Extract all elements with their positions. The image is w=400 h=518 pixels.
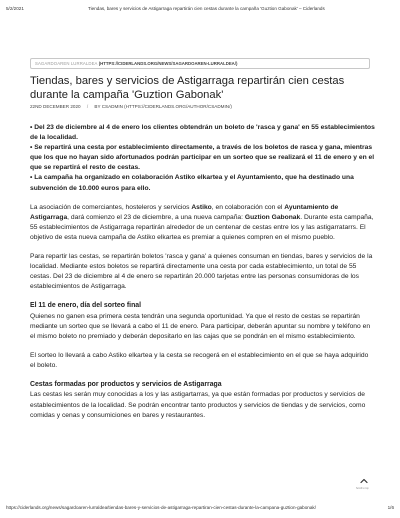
lead-bullet: • La campaña ha organizado en colaboración Astiko elkartea y el Ayuntamiento, que ha destinado una subvención de 10.000 euros para ello. bbox=[30, 174, 354, 192]
page-count: 1/6 bbox=[387, 505, 394, 510]
scroll-to-top-label: Scroll to top bbox=[356, 487, 369, 490]
paragraph: Las cestas les serán muy conocidas a los y las astigartarras, ya que están formadas por productos y servicios de establecimientos de la localidad. Se podrán encontrar tanto productos y servicios de tiendas y de servicios, como comidas y cenas y consumiciones en bares y restaurantes. bbox=[30, 391, 366, 419]
print-url: https://ciderlands.org/news/sagardoaren-lurraldea/tiendas-bares-y-servicios-de-astigarraga-repartiran-cien-cestas-durante-la-campana-guztion-gabonak/ bbox=[6, 505, 316, 510]
article-meta bbox=[30, 104, 232, 109]
article-title: Tiendas, bares y servicios de Astigarraga repartirán cien cestas durante la campaña 'Guztion Gabonak' bbox=[30, 75, 345, 101]
print-document-title: Tiendas, bares y servicios de Astigarraga repartirán cien cestas durante la campaña 'Guztion Gabonak' – Ciderlands bbox=[88, 6, 325, 11]
lead-bullet: • Se repartirá una cesta por establecimiento directamente, a través de los boletos de rasca y gana, mientras que los que no hayan sido afortunados podrán participar en un sorteo que se realizará el 11 de enero y en el que se repartirá el resto de cestas. bbox=[30, 144, 375, 172]
article-date: 22ND DECEMBER 2020 bbox=[30, 104, 81, 109]
section-heading: El 11 de enero, día del sorteo final bbox=[30, 302, 142, 310]
text-run: , dará comienzo el 23 de diciembre, a una nueva campaña: bbox=[67, 213, 245, 221]
bold-run: Ayuntamiento de Astigarraga bbox=[30, 203, 339, 221]
bold-run: Astiko bbox=[191, 203, 212, 211]
category-label: SAGARDOAREN LURRALDEA bbox=[35, 61, 98, 66]
section-heading: Cestas formadas por productos y servicios de Astigarraga bbox=[30, 381, 222, 389]
category-link[interactable]: (HTTPS://CIDERLANDS.ORG/NEWS/SAGARDOAREN-LURRALDEA/) bbox=[98, 61, 238, 66]
text-run: , en colaboración con el bbox=[211, 203, 285, 211]
article-author-link[interactable]: BY CSADMIN (HTTPS://CIDERLANDS.ORG/AUTHOR/CSADMIN/) bbox=[94, 104, 232, 109]
lead-bullet: • Del 23 de diciembre al 4 de enero los clientes obtendrán un boleto de 'rasca y gana' en 55 establecimientos de la localidad. bbox=[30, 124, 375, 142]
print-date: 5/2/2021 bbox=[6, 6, 24, 11]
bold-run: Guztion Gabonak bbox=[244, 213, 301, 221]
meta-separator: / bbox=[86, 104, 89, 109]
paragraph: Quienes no ganen esa primera cesta tendrán una segunda oportunidad. Ya que el resto de cestas se repartirán mediante un sorteo que se llevará a cabo el 11 de enero. Para participar, deberán apuntar su nombre y teléfono en el mismo boleto no premiado y deberán depositarlo en las cajas que se pondrán en el mismo establecimiento. bbox=[30, 312, 371, 340]
print-footer bbox=[6, 505, 394, 513]
article-body bbox=[30, 123, 375, 430]
text-run: . Durante esta campaña, 55 establecimientos de Astigarraga repartirán alrededor de un centenar de cestas entre los y las astigarratarrs. El objetivo de esta nueva campaña de Astiko elkartea es premiar a quienes compren en el mismo pueblo. bbox=[30, 213, 374, 241]
chevron-up-icon bbox=[358, 475, 370, 487]
paragraph: Para repartir las cestas, se repartirán boletos 'rasca y gana' a quienes consuman en tiendas, bares y servicios de la localidad. Mediante estos boletos se repartirá directamente una cesta por cada establecimiento, un total de 55 cestas. Del 23 de diciembre al 4 de enero se repartirán 20.000 tarjetas entre las personas consumidoras de los establecimientos de Astigarraga. bbox=[30, 253, 373, 291]
paragraph: El sorteo lo llevará a cabo Astiko elkartea y la cesta se recogerá en el establecimiento en el que se haya adquirido el boleto. bbox=[30, 351, 369, 370]
print-header bbox=[6, 6, 394, 16]
article-lead bbox=[30, 123, 375, 194]
scroll-to-top-button[interactable] bbox=[358, 474, 370, 486]
paragraph bbox=[30, 203, 375, 243]
text-run: La asociación de comerciantes, hosteleros y servicios bbox=[30, 203, 192, 211]
category-breadcrumb[interactable] bbox=[30, 58, 370, 69]
